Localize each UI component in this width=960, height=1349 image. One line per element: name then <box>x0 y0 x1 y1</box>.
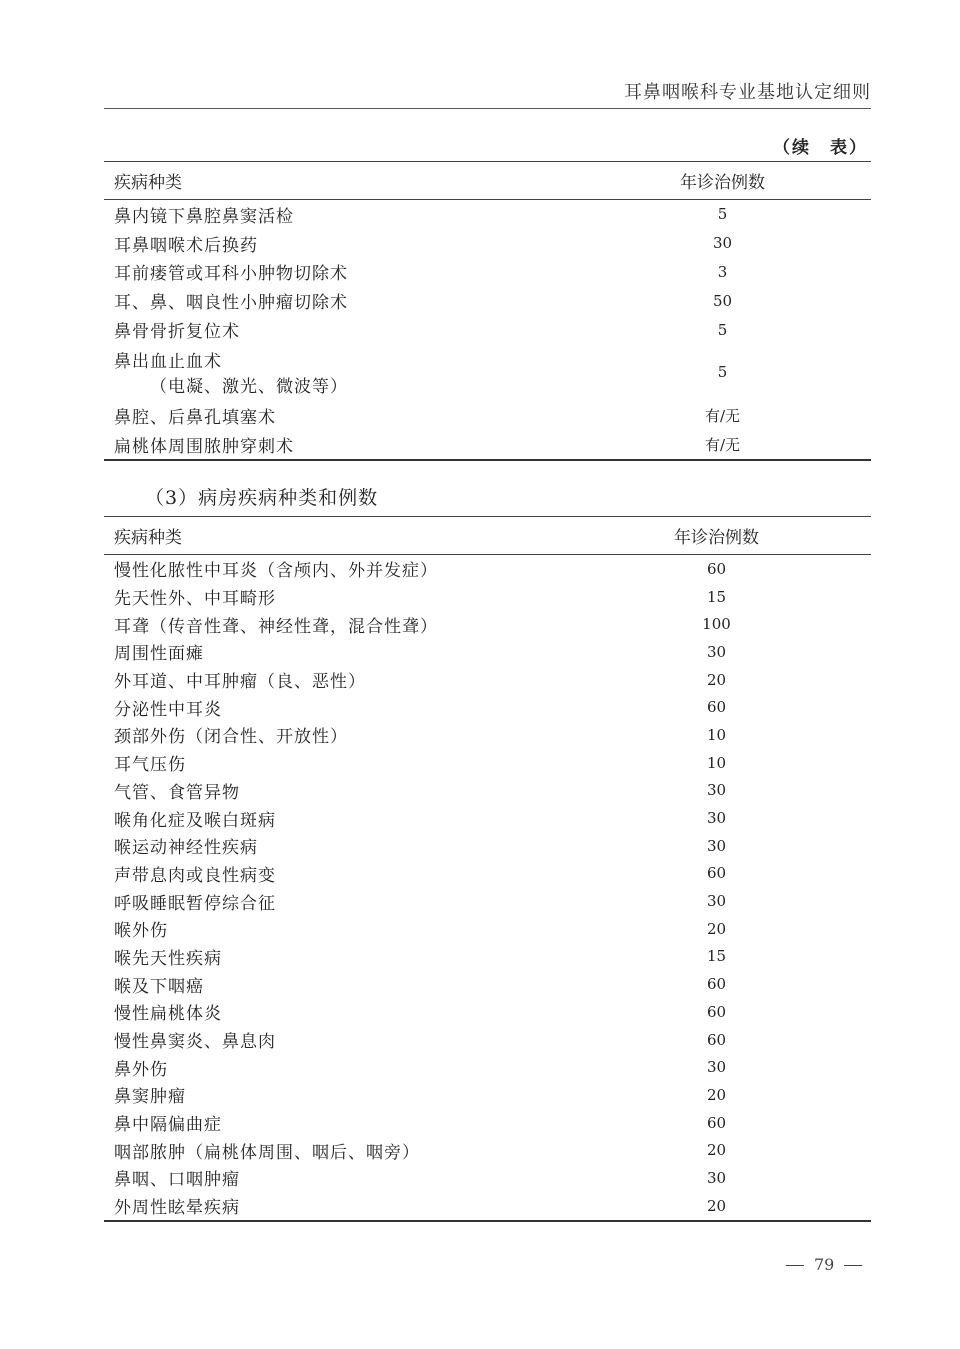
count-cell: 60 <box>706 1002 727 1021</box>
disease-cell: 耳鼻咽喉术后换药 <box>114 235 258 256</box>
disease-cell: 外周性眩晕疾病 <box>104 1192 574 1221</box>
table-row <box>104 832 871 860</box>
page-number-dash-right <box>844 1265 862 1266</box>
count-cell: 5 <box>717 205 728 224</box>
ward-table-body <box>104 555 871 1221</box>
count-cell: 20 <box>706 919 727 938</box>
count-cell: 30 <box>706 1058 727 1077</box>
count-cell: 3 <box>717 262 728 281</box>
disease-cell: 鼻中隔偏曲症 <box>114 1115 222 1136</box>
outpatient-procedures-table <box>104 161 871 461</box>
count-cell: 20 <box>574 1192 871 1221</box>
table-row <box>104 777 871 805</box>
table-row <box>104 638 871 666</box>
count-cell: 有/无 <box>574 430 871 460</box>
count-cell: 60 <box>706 1113 727 1132</box>
disease-cell: 鼻咽、口咽肿瘤 <box>114 1170 240 1191</box>
disease-cell: 喉先天性疾病 <box>114 948 222 969</box>
count-cell: 20 <box>706 1141 727 1160</box>
disease-cell: 鼻外伤 <box>114 1059 168 1080</box>
table-row <box>104 666 871 694</box>
disease-cell: 耳气压伤 <box>114 755 186 776</box>
count-cell: 100 <box>702 615 731 634</box>
table-row <box>104 970 871 998</box>
disease-cell: 声带息肉或良性病变 <box>114 865 276 886</box>
table-row <box>104 1053 871 1081</box>
table-row <box>104 1136 871 1164</box>
count-cell: 60 <box>706 698 727 717</box>
disease-cell: 鼻窦肿瘤 <box>114 1087 186 1108</box>
disease-cell: 慢性鼻窦炎、鼻息肉 <box>114 1032 276 1053</box>
table-header-row <box>104 162 871 200</box>
running-header-title: 耳鼻咽喉科专业基地认定细则 <box>624 82 871 103</box>
table-row <box>104 200 871 229</box>
header-divider <box>104 108 871 109</box>
count-cell: 20 <box>706 670 727 689</box>
table-row <box>104 430 871 460</box>
count-cell: 60 <box>706 864 727 883</box>
disease-cell: 鼻内镜下鼻腔鼻窦活检 <box>114 206 294 227</box>
disease-cell: 呼吸睡眠暂停综合征 <box>114 893 276 914</box>
count-cell: 15 <box>706 587 727 606</box>
table-row <box>104 998 871 1026</box>
disease-cell: 先天性外、中耳畸形 <box>114 589 276 610</box>
table-row <box>104 401 871 430</box>
count-cell: 60 <box>706 975 727 994</box>
disease-cell: 扁桃体周围脓肿穿刺术 <box>104 430 574 460</box>
disease-cell <box>104 344 574 401</box>
disease-cell: 耳前瘘管或耳科小肿物切除术 <box>114 264 348 285</box>
table-row <box>104 229 871 258</box>
table-row <box>104 804 871 832</box>
column-header-annual-count: 年诊治例数 <box>574 162 871 200</box>
count-cell: 30 <box>706 642 727 661</box>
table-row <box>104 693 871 721</box>
disease-cell: 咽部脓肿（扁桃体周围、咽后、咽旁） <box>114 1142 420 1163</box>
disease-cell: 喉角化症及喉白斑病 <box>114 810 276 831</box>
count-cell: 60 <box>706 559 727 578</box>
disease-cell: 慢性扁桃体炎 <box>114 1004 222 1025</box>
table-row <box>104 344 871 401</box>
table-row <box>104 583 871 611</box>
disease-cell: 喉运动神经性疾病 <box>114 838 258 859</box>
count-cell: 有/无 <box>704 406 741 425</box>
disease-name: 鼻出血止血术 <box>114 352 222 373</box>
disease-cell: 气管、食管异物 <box>114 782 240 803</box>
table-row <box>104 887 871 915</box>
count-cell: 20 <box>706 1085 727 1104</box>
table-row <box>104 1164 871 1192</box>
table-row <box>104 286 871 315</box>
disease-cell: 慢性化脓性中耳炎（含颅内、外并发症） <box>114 561 438 582</box>
disease-subnote: （电凝、激光、微波等） <box>150 377 348 398</box>
table-row <box>104 721 871 749</box>
continued-label: （续 表） <box>773 138 868 158</box>
disease-cell: 周围性面瘫 <box>114 644 204 665</box>
count-cell: 50 <box>712 291 733 310</box>
table-row <box>104 1026 871 1054</box>
column-header-disease: 疾病种类 <box>104 162 574 200</box>
table-row <box>104 915 871 943</box>
disease-cell: 鼻腔、后鼻孔填塞术 <box>114 407 276 428</box>
page-number-value: 79 <box>814 1255 835 1274</box>
table-row <box>104 610 871 638</box>
table-row <box>104 555 871 583</box>
section-heading: （3）病房疾病种类和例数 <box>145 487 379 509</box>
page-number <box>776 1255 872 1274</box>
column-header-annual-count: 年诊治例数 <box>574 517 871 555</box>
disease-cell: 颈部外伤（闭合性、开放性） <box>114 727 348 748</box>
disease-cell: 外耳道、中耳肿瘤（良、恶性） <box>114 672 366 693</box>
count-cell: 10 <box>706 725 727 744</box>
ward-diseases-table <box>104 516 871 1222</box>
count-cell: 15 <box>706 947 727 966</box>
table-row <box>104 1109 871 1137</box>
table-row <box>104 860 871 888</box>
disease-cell: 耳、鼻、咽良性小肿瘤切除术 <box>114 293 348 314</box>
disease-cell: 耳聋（传音性聋、神经性聋，混合性聋） <box>114 616 438 637</box>
count-cell: 60 <box>706 1030 727 1049</box>
table-row <box>104 258 871 287</box>
count-cell: 30 <box>706 809 727 828</box>
count-cell: 30 <box>706 781 727 800</box>
table-row <box>104 1081 871 1109</box>
count-cell: 30 <box>706 1168 727 1187</box>
count-cell: 30 <box>706 836 727 855</box>
table-header-row <box>104 517 871 555</box>
count-cell: 5 <box>717 320 728 339</box>
disease-cell: 鼻骨骨折复位术 <box>114 322 240 343</box>
count-cell: 10 <box>706 753 727 772</box>
column-header-disease: 疾病种类 <box>104 517 574 555</box>
count-cell: 5 <box>717 363 728 382</box>
page-number-dash-left <box>786 1265 804 1266</box>
disease-cell: 分泌性中耳炎 <box>114 699 222 720</box>
disease-cell: 喉及下咽癌 <box>114 976 204 997</box>
disease-cell: 喉外伤 <box>114 921 168 942</box>
table-row <box>104 1192 871 1221</box>
table-row <box>104 943 871 971</box>
table-row <box>104 315 871 344</box>
count-cell: 30 <box>706 892 727 911</box>
table-row <box>104 749 871 777</box>
count-cell: 30 <box>712 234 733 253</box>
